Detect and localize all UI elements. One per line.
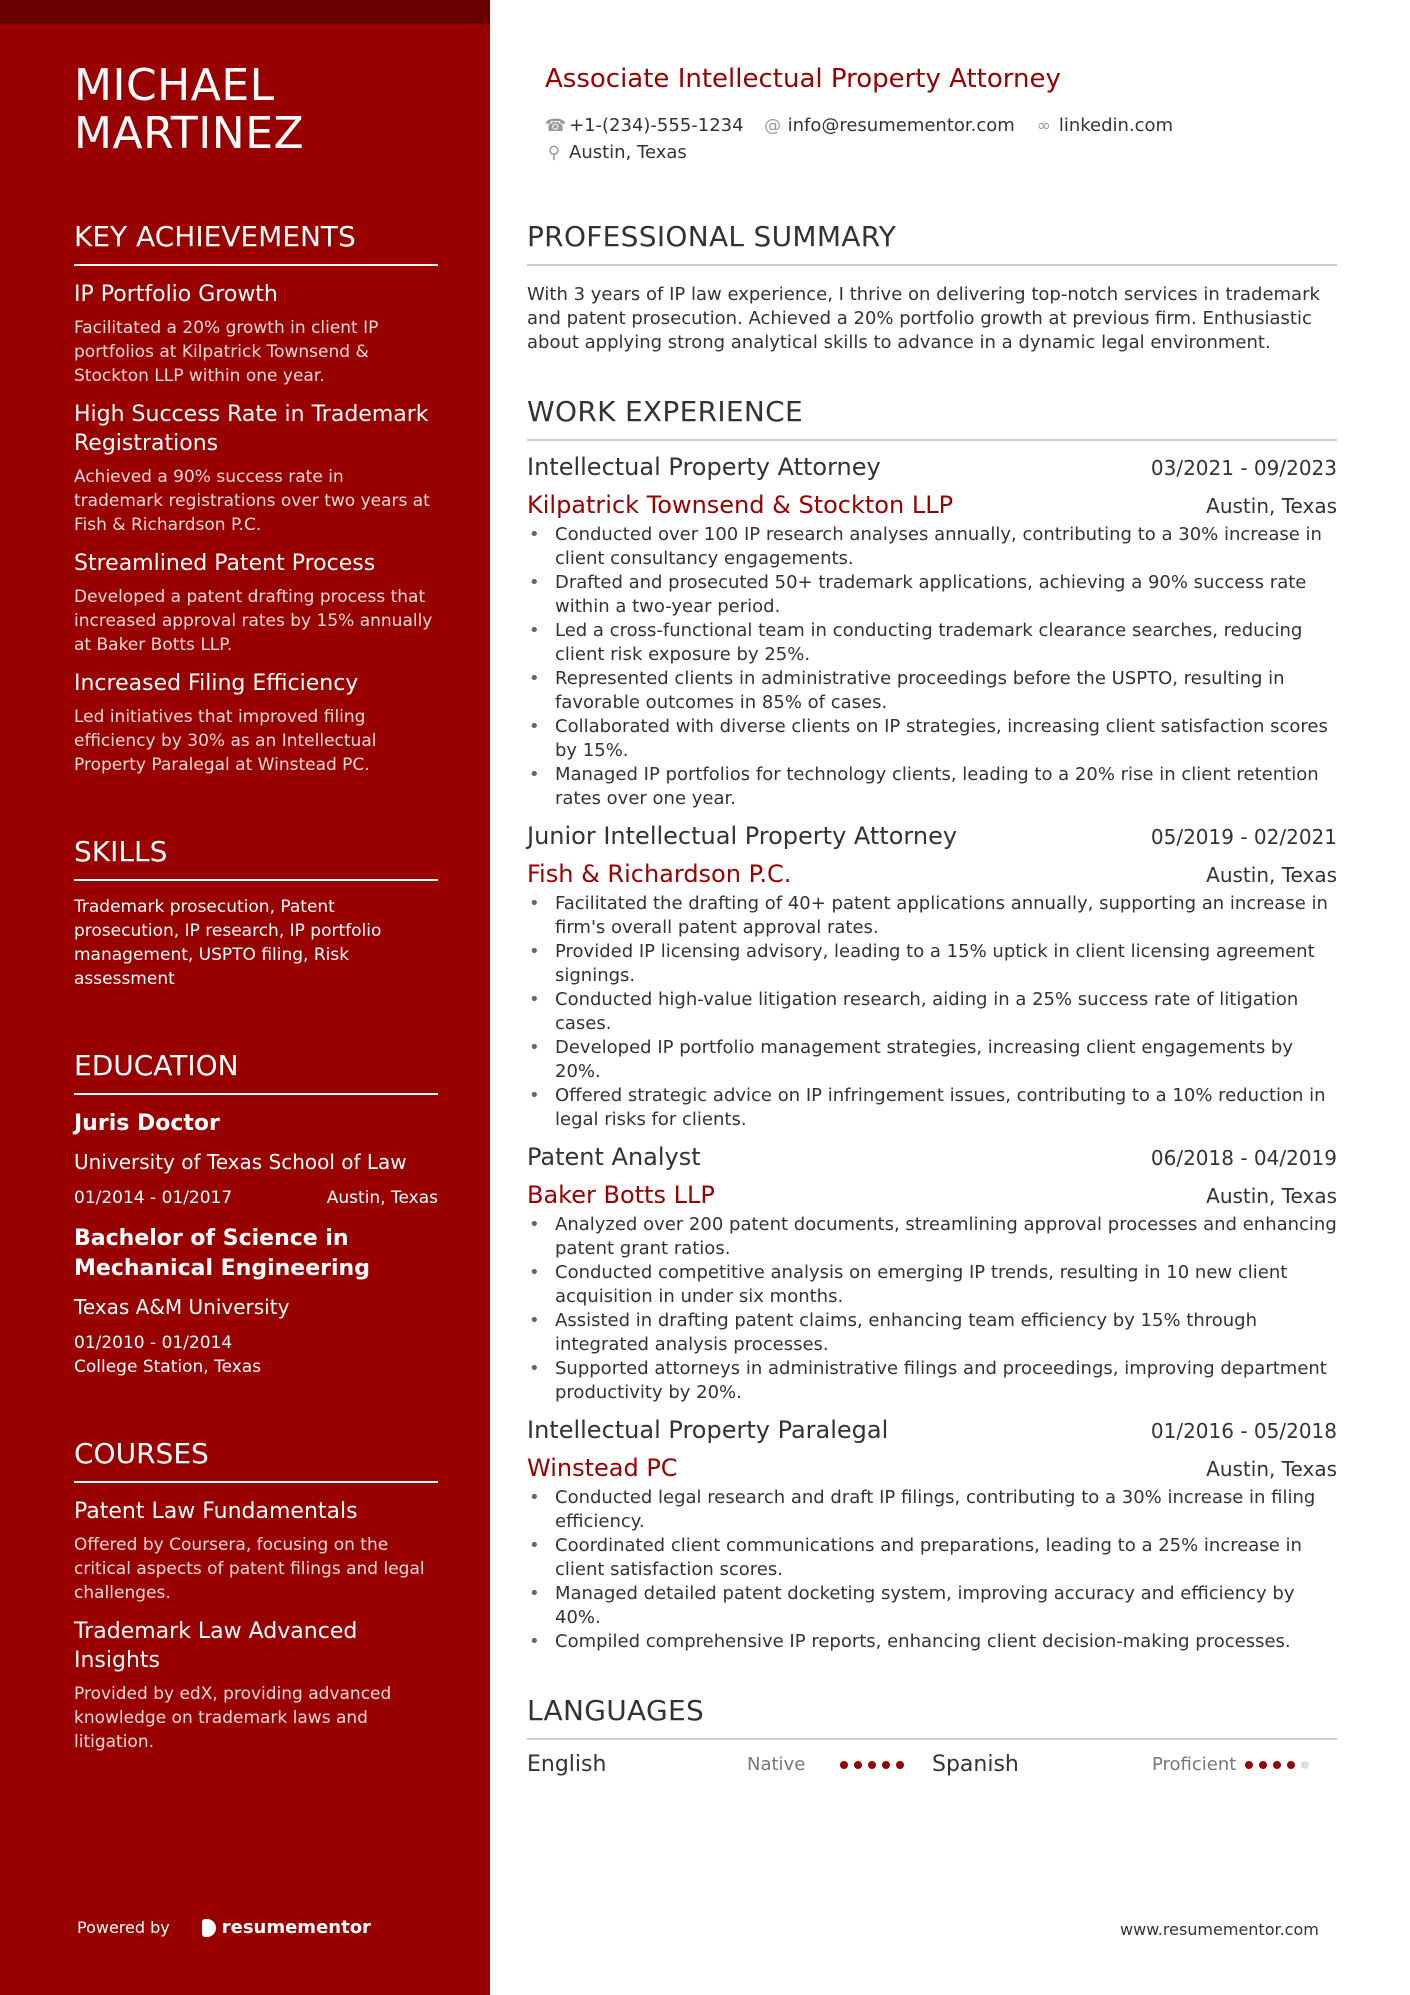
sidebar-top-bar (0, 0, 490, 24)
edu-degree: Bachelor of Science in Mechanical Engineering (74, 1226, 370, 1281)
job-bullet: • Offered strategic advice on IP infringement issues, contributing to a 10% reduction in legal risks for clients. (527, 1084, 1337, 1132)
job-title: Patent Analyst (527, 1143, 701, 1171)
language-rating (1245, 1761, 1315, 1769)
company-name: Kilpatrick Townsend & Stockton LLP (527, 491, 954, 519)
language-item (932, 1752, 1337, 1777)
contact-location (545, 142, 687, 163)
company-name: Fish & Richardson P.C. (527, 860, 792, 888)
summary-heading: PROFESSIONAL SUMMARY (527, 220, 1337, 266)
job-bullets (527, 892, 1337, 1132)
rating-dot (896, 1761, 904, 1769)
job-bullets (527, 1486, 1337, 1654)
job-bullet: • Conducted legal research and draft IP filings, contributing to a 30% increase in filing efficiency. (527, 1486, 1337, 1534)
powered-by (77, 1917, 371, 1938)
language-name: English (527, 1752, 607, 1777)
main-content (527, 220, 1337, 1777)
language-level: Proficient (1152, 1754, 1237, 1775)
course-desc: Provided by edX, providing advanced knowledge on trademark laws and litigation. (74, 1684, 392, 1752)
edu-degree: Juris Doctor (74, 1111, 220, 1136)
experience-heading: WORK EXPERIENCE (527, 395, 1337, 441)
job-bullet: • Represented clients in administrative proceedings before the USPTO, resulting in favorable outcomes in 85% of cases. (527, 667, 1337, 715)
brand-logo-icon (202, 1919, 216, 1937)
job-header (527, 1416, 1337, 1444)
job-entry (527, 1416, 1337, 1654)
job-subheader (527, 491, 1337, 519)
job-dates: 06/2018 - 04/2019 (1150, 1146, 1337, 1170)
job-subheader (527, 1181, 1337, 1209)
sidebar-content (74, 62, 438, 1754)
job-bullet: • Assisted in drafting patent claims, enhancing team efficiency by 15% through integrated analysis processes. (527, 1309, 1337, 1357)
education-list (74, 1109, 438, 1379)
job-bullets (527, 1213, 1337, 1405)
achievement-desc: Led initiatives that improved filing efficiency by 30% as an Intellectual Property Paralegal at Winstead PC. (74, 707, 377, 775)
job-header (527, 1143, 1337, 1171)
company-name: Winstead PC (527, 1454, 678, 1482)
rating-dot (840, 1761, 848, 1769)
achievement-desc: Facilitated a 20% growth in client IP portfolios at Kilpatrick Townsend & Stockton LLP within one year. (74, 318, 379, 386)
summary-text: With 3 years of IP law experience, I thrive on delivering top-notch services in trademark and patent prosecution. Achieved a 20% portfolio growth at previous firm. Enthusiastic about applying strong analytical skills to advance in a dynamic legal environment. (527, 284, 1320, 353)
location-pin-icon: ⚲ (547, 142, 561, 163)
job-bullet: • Coordinated client communications and preparations, leading to a 25% increase in client satisfaction scores. (527, 1534, 1337, 1582)
achievement-title: Increased Filing Efficiency (74, 671, 359, 696)
job-location: Austin, Texas (1206, 863, 1337, 887)
contact-phone[interactable] (545, 115, 744, 136)
achievement-title: IP Portfolio Growth (74, 282, 278, 307)
job-title: Intellectual Property Paralegal (527, 1416, 889, 1444)
courses-list (74, 1497, 438, 1754)
candidate-name (74, 62, 438, 158)
achievement-desc: Developed a patent drafting process that increased approval rates by 15% annually at Baker Botts LLP. (74, 587, 433, 655)
job-title: Junior Intellectual Property Attorney (527, 822, 958, 850)
job-dates: 03/2021 - 09/2023 (1150, 456, 1337, 480)
powered-by-label: Powered by (77, 1918, 170, 1937)
company-name: Baker Botts LLP (527, 1181, 715, 1209)
edu-location: College Station, Texas (74, 1357, 262, 1377)
achievements-list (74, 280, 438, 777)
linkedin-text: linkedin.com (1058, 115, 1174, 136)
name-first: MICHAEL (74, 60, 275, 111)
edu-school: Texas A&M University (74, 1295, 290, 1319)
language-level: Native (747, 1754, 806, 1775)
courses-heading: COURSES (74, 1437, 438, 1483)
job-bullet: • Managed detailed patent docketing system, improving accuracy and efficiency by 40%. (527, 1582, 1337, 1630)
course-desc: Offered by Coursera, focusing on the critical aspects of patent filings and legal challenges. (74, 1535, 425, 1603)
job-bullet: • Developed IP portfolio management strategies, increasing client engagements by 20%. (527, 1036, 1337, 1084)
name-last: MARTINEZ (74, 108, 305, 159)
contact-linkedin[interactable] (1035, 115, 1173, 136)
location-text: Austin, Texas (569, 142, 687, 163)
job-subheader (527, 1454, 1337, 1482)
languages-list (527, 1752, 1337, 1777)
contact-info (545, 112, 1305, 166)
skills-heading: SKILLS (74, 835, 438, 881)
job-target-title: Associate Intellectual Property Attorney (545, 64, 1061, 94)
job-header (527, 822, 1337, 850)
edu-meta (74, 1186, 438, 1210)
experience-list (527, 453, 1337, 1654)
job-bullets (527, 523, 1337, 811)
course-title: Trademark Law Advanced Insights (74, 1619, 358, 1673)
job-dates: 01/2016 - 05/2018 (1150, 1419, 1337, 1443)
at-icon: @ (764, 115, 782, 136)
email-text: info@resumementor.com (787, 115, 1015, 136)
languages-heading: LANGUAGES (527, 1694, 1337, 1740)
job-bullet: • Conducted over 100 IP research analyses annually, contributing to a 30% increase in client consultancy engagements. (527, 523, 1337, 571)
job-bullet: • Led a cross-functional team in conducting trademark clearance searches, reducing client risk exposure by 25%. (527, 619, 1337, 667)
skills-text: Trademark prosecution, Patent prosecution, IP research, IP portfolio management, USPTO filing, Risk assessment (74, 897, 382, 989)
job-bullet: • Supported attorneys in administrative filings and proceedings, improving department productivity by 20%. (527, 1357, 1337, 1405)
edu-dates: 01/2014 - 01/2017 (74, 1188, 233, 1208)
achievement-title: Streamlined Patent Process (74, 551, 376, 576)
language-item (527, 1752, 932, 1777)
rating-dot (1287, 1761, 1295, 1769)
job-bullet: • Conducted high-value litigation research, aiding in a 25% success rate of litigation cases. (527, 988, 1337, 1036)
link-icon: ∞ (1036, 115, 1051, 136)
rating-dot (1259, 1761, 1267, 1769)
job-bullet: • Provided IP licensing advisory, leading to a 15% uptick in client licensing agreement signings. (527, 940, 1337, 988)
job-entry (527, 822, 1337, 1132)
job-bullet: • Compiled comprehensive IP reports, enhancing client decision-making processes. (527, 1630, 1337, 1654)
phone-text: +1-(234)-555-1234 (569, 115, 744, 136)
achievement-desc: Achieved a 90% success rate in trademark registrations over two years at Fish & Richardson P.C. (74, 467, 430, 535)
job-header (527, 453, 1337, 481)
education-heading: EDUCATION (74, 1049, 438, 1095)
job-location: Austin, Texas (1206, 1184, 1337, 1208)
job-title: Intellectual Property Attorney (527, 453, 881, 481)
brand-logo[interactable] (202, 1917, 371, 1938)
job-location: Austin, Texas (1206, 494, 1337, 518)
contact-email[interactable] (764, 115, 1015, 136)
sidebar (0, 0, 490, 1995)
job-bullet: • Managed IP portfolios for technology clients, leading to a 20% rise in client retention rates over one year. (527, 763, 1337, 811)
rating-dot (868, 1761, 876, 1769)
rating-dot (1245, 1761, 1253, 1769)
course-title: Patent Law Fundamentals (74, 1499, 358, 1524)
edu-meta (74, 1331, 438, 1379)
job-bullet: • Conducted competitive analysis on emerging IP trends, resulting in 10 new client acquisition in under six months. (527, 1261, 1337, 1309)
achievements-heading: KEY ACHIEVEMENTS (74, 220, 438, 266)
brand-name: resumementor (221, 1917, 371, 1938)
edu-location: Austin, Texas (326, 1188, 438, 1208)
language-rating (840, 1761, 910, 1769)
language-name: Spanish (932, 1752, 1019, 1777)
job-subheader (527, 860, 1337, 888)
rating-dot (882, 1761, 890, 1769)
job-entry (527, 1143, 1337, 1405)
phone-icon: ☎ (545, 115, 567, 136)
job-dates: 05/2019 - 02/2021 (1150, 825, 1337, 849)
job-entry (527, 453, 1337, 811)
edu-dates: 01/2010 - 01/2014 (74, 1333, 233, 1353)
job-bullet: • Facilitated the drafting of 40+ patent applications annually, supporting an increase in firm's overall patent approval rates. (527, 892, 1337, 940)
edu-school: University of Texas School of Law (74, 1150, 407, 1174)
job-bullet: • Collaborated with diverse clients on IP strategies, increasing client satisfaction scores by 15%. (527, 715, 1337, 763)
achievement-title: High Success Rate in Trademark Registrations (74, 402, 429, 456)
rating-dot (854, 1761, 862, 1769)
job-location: Austin, Texas (1206, 1457, 1337, 1481)
job-bullet: • Drafted and prosecuted 50+ trademark applications, achieving a 90% success rate within a two-year period. (527, 571, 1337, 619)
footer-url[interactable]: www.resumementor.com (1120, 1920, 1319, 1939)
job-bullet: • Analyzed over 200 patent documents, streamlining approval processes and enhancing patent grant ratios. (527, 1213, 1337, 1261)
rating-dot (1301, 1761, 1309, 1769)
rating-dot (1273, 1761, 1281, 1769)
